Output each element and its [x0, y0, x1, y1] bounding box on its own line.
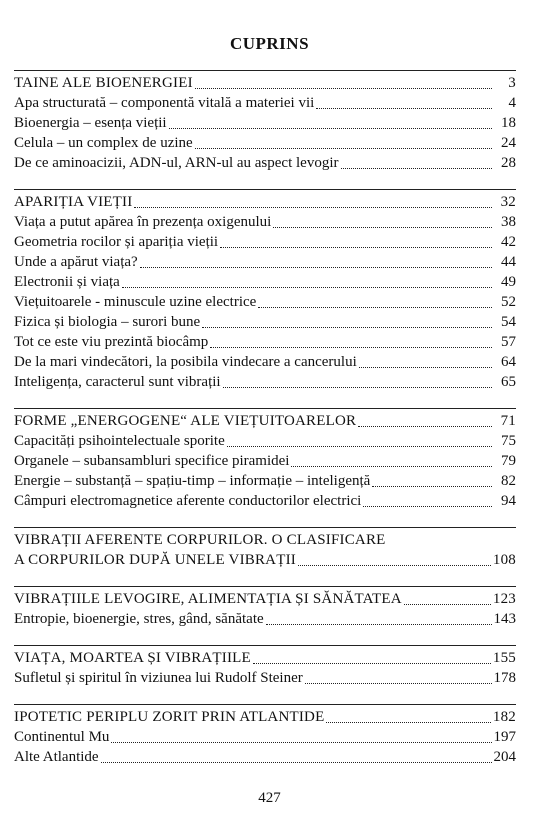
- dot-leader: [195, 143, 492, 149]
- dot-leader: [316, 103, 492, 109]
- toc-entry[interactable]: [14, 747, 516, 767]
- toc-entry-text: Apa structurată – componentă vitală a materiei vii: [14, 95, 315, 111]
- dot-leader: [404, 599, 491, 605]
- toc-entry[interactable]: [14, 312, 516, 332]
- dot-leader: [220, 242, 492, 248]
- toc-entry-text: Sufletul și spiritul în viziunea lui Rudolf Steiner: [14, 670, 303, 686]
- toc-section: [14, 645, 516, 688]
- page-ref: 3: [508, 75, 516, 91]
- dot-leader: [291, 461, 492, 467]
- dot-leader: [298, 560, 491, 566]
- toc-entry-text: Capacități psihointelectuale sporite: [14, 433, 225, 449]
- dot-leader: [202, 322, 492, 328]
- toc-entry-text: Energie – substanță – spațiu-timp – informație – inteligență: [14, 473, 371, 489]
- dot-leader: [363, 501, 492, 507]
- toc-section: [14, 527, 516, 570]
- toc-heading[interactable]: [14, 411, 516, 431]
- toc-entry-text: Fizica și biologia – surori bune: [14, 314, 201, 330]
- dot-leader: [359, 362, 492, 368]
- toc-heading[interactable]: [14, 73, 516, 93]
- toc-heading[interactable]: [14, 648, 516, 668]
- page-ref: 182: [492, 709, 516, 725]
- page-ref: 94: [501, 493, 516, 509]
- page-ref: 108: [492, 552, 516, 568]
- toc-entry-text: De la mari vindecători, la posibila vindecare a cancerului: [14, 354, 357, 370]
- dot-leader: [122, 282, 492, 288]
- toc-entry-text: Inteligența, caracterul sunt vibrații: [14, 374, 221, 390]
- dot-leader: [305, 678, 492, 684]
- toc-heading-line: [14, 530, 516, 550]
- toc-heading[interactable]: [14, 707, 516, 727]
- page-ref: 65: [501, 374, 516, 390]
- page-ref: 123: [492, 591, 516, 607]
- toc-entry-text: Câmpuri electromagnetice aferente conductorilor electrici: [14, 493, 362, 509]
- page-ref: 57: [501, 334, 516, 350]
- toc-entry[interactable]: [14, 153, 516, 173]
- dot-leader: [140, 262, 492, 268]
- dot-leader: [253, 658, 491, 664]
- page-ref: 178: [493, 670, 516, 686]
- dot-leader: [273, 222, 492, 228]
- toc-heading-text: TAINE ALE BIOENERGIEI: [14, 75, 193, 91]
- toc-entry[interactable]: [14, 471, 516, 491]
- toc-heading-text: IPOTETIC PERIPLU ZORIT PRIN ATLANTIDE: [14, 709, 325, 725]
- dot-leader: [358, 421, 492, 427]
- toc-entry[interactable]: [14, 451, 516, 471]
- toc-heading-text: VIAȚA, MOARTEA ȘI VIBRAȚIILE: [14, 650, 251, 666]
- toc-entry[interactable]: [14, 212, 516, 232]
- toc-entry-text: Tot ce este viu prezintă biocâmp: [14, 334, 209, 350]
- toc-entry-text: Continentul Mu: [14, 729, 110, 745]
- toc-entry[interactable]: [14, 332, 516, 352]
- page-ref: 4: [508, 95, 516, 111]
- toc-heading-text: VIBRAȚIILE LEVOGIRE, ALIMENTAȚIA ȘI SĂNĂTATEA: [14, 591, 402, 607]
- dot-leader: [258, 302, 492, 308]
- dot-leader: [326, 717, 490, 723]
- page-ref: 24: [501, 135, 516, 151]
- page-ref: 82: [501, 473, 516, 489]
- toc-section: [14, 70, 516, 173]
- toc-entry[interactable]: [14, 727, 516, 747]
- dot-leader: [134, 202, 492, 208]
- toc-section: [14, 704, 516, 767]
- toc-entry-text: Viața a putut apărea în prezența oxigenului: [14, 214, 272, 230]
- toc-entry-text: Bioenergia – esența vieții: [14, 115, 167, 131]
- page-ref: 143: [493, 611, 516, 627]
- dot-leader: [210, 342, 492, 348]
- toc-entry[interactable]: [14, 133, 516, 153]
- page-ref: 79: [501, 453, 516, 469]
- toc-entry[interactable]: [14, 232, 516, 252]
- page-ref: 52: [501, 294, 516, 310]
- toc-entry-text: Geometria rocilor și apariția vieții: [14, 234, 219, 250]
- page-title: CUPRINS: [229, 34, 310, 53]
- toc-heading-text: FORME „ENERGOGENE“ ALE VIEȚUITOARELOR: [14, 413, 357, 429]
- page-ref: 18: [501, 115, 516, 131]
- dot-leader: [101, 757, 492, 763]
- dot-leader: [372, 481, 492, 487]
- page-ref: 44: [501, 254, 516, 270]
- dot-leader: [195, 83, 492, 89]
- page-ref: 32: [500, 194, 516, 210]
- toc-entry[interactable]: [14, 113, 516, 133]
- dot-leader: [341, 163, 493, 169]
- dot-leader: [266, 619, 492, 625]
- page-ref: 49: [501, 274, 516, 290]
- toc-heading-text: VIBRAȚII AFERENTE CORPURILOR. O CLASIFICARE: [14, 532, 386, 548]
- page-ref: 75: [501, 433, 516, 449]
- page-ref: 28: [501, 155, 516, 171]
- toc-entry-text: De ce aminoacizii, ADN-ul, ARN-ul au aspect levogir: [14, 155, 339, 171]
- page-ref: 155: [492, 650, 516, 666]
- toc-section: [14, 586, 516, 629]
- page-ref: 42: [501, 234, 516, 250]
- toc-entry[interactable]: [14, 431, 516, 451]
- toc-entry[interactable]: [14, 272, 516, 292]
- toc-entry-text: Electronii și viața: [14, 274, 120, 290]
- toc-entry[interactable]: [14, 372, 516, 392]
- toc-entry[interactable]: [14, 352, 516, 372]
- toc-entry-text: Unde a apărut viața?: [14, 254, 138, 270]
- dot-leader: [111, 737, 491, 743]
- toc-entry-text: Viețuitoarele - minuscule uzine electrice: [14, 294, 257, 310]
- page-ref: 71: [500, 413, 516, 429]
- toc-entry[interactable]: [14, 292, 516, 312]
- toc-heading-text: A CORPURILOR DUPĂ UNELE VIBRAȚII: [14, 552, 296, 568]
- toc-entry[interactable]: [14, 252, 516, 272]
- toc-entry-text: Alte Atlantide: [14, 749, 99, 765]
- toc-entry[interactable]: [14, 668, 516, 688]
- toc-entry-text: Organele – subansambluri specifice piramidei: [14, 453, 290, 469]
- toc-section: [14, 189, 516, 392]
- dot-leader: [169, 123, 492, 129]
- toc-entry-text: Celula – un complex de uzine: [14, 135, 193, 151]
- toc-heading-text: APARIȚIA VIEȚII: [14, 194, 133, 210]
- page-ref: 64: [501, 354, 516, 370]
- toc-entry-text: Entropie, bioenergie, stres, gând, sănătate: [14, 611, 264, 627]
- toc-heading[interactable]: [14, 589, 516, 609]
- dot-leader: [223, 382, 492, 388]
- toc-section: [14, 408, 516, 511]
- page-ref: 197: [493, 729, 516, 745]
- page-ref: 204: [493, 749, 516, 765]
- page-number: 427: [258, 790, 281, 806]
- page-ref: 54: [501, 314, 516, 330]
- dot-leader: [227, 441, 492, 447]
- toc-heading[interactable]: [14, 192, 516, 212]
- toc-entry[interactable]: [14, 93, 516, 113]
- toc-entry[interactable]: [14, 609, 516, 629]
- toc-heading[interactable]: [14, 550, 516, 570]
- table-of-contents: [14, 70, 516, 783]
- page-ref: 38: [501, 214, 516, 230]
- toc-entry[interactable]: [14, 491, 516, 511]
